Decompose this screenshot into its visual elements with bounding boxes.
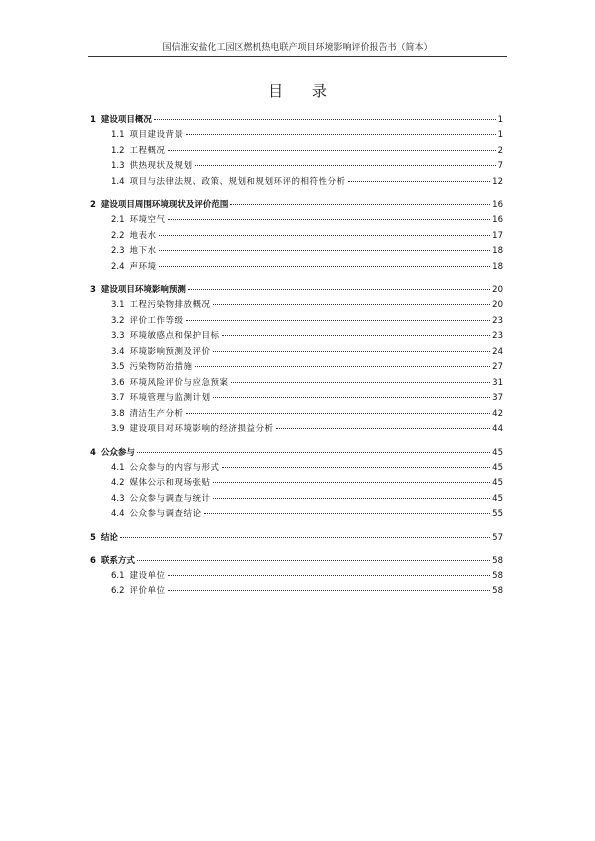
toc-entry-label: 结论 [100,532,118,543]
dot-leader [137,452,490,453]
toc-entry-page: 31 [492,377,503,388]
toc-entry-label: 媒体公示和现场张贴 [129,478,211,488]
toc-chapter-entry[interactable] [90,554,503,569]
toc-entry-page: 16 [492,200,503,210]
dot-leader [168,575,491,576]
dot-leader [159,266,491,267]
dot-leader [213,351,491,352]
toc-section-entry[interactable] [90,314,503,330]
toc-section-entry[interactable] [90,128,503,144]
dot-leader [154,119,496,120]
toc-entry-page: 16 [492,215,503,225]
toc-entry-number: 2 [90,200,96,210]
toc-entry-number: 2.3 [111,246,125,256]
toc-entry-page: 2 [497,145,503,156]
toc-entry-number: 3.7 [111,393,125,403]
dot-leader [213,482,491,483]
dot-leader [213,304,491,305]
toc-entry-label: 公众参与调查与统计 [129,493,211,504]
toc-section-entry[interactable] [90,175,503,191]
toc-entry-label: 污染物防治措施 [129,362,193,372]
toc-entry-page: 37 [492,393,503,403]
dot-leader [348,181,491,182]
toc-section-entry[interactable] [90,461,503,477]
toc-entry-number: 3.8 [111,408,125,419]
toc-entry-number: 5 [90,532,96,543]
toc-entry-label: 声环境 [129,261,157,272]
toc-entry-label: 地表水 [129,230,157,241]
toc-entry-page: 44 [492,424,503,434]
toc-entry-page: 23 [492,331,503,341]
toc-entry-label: 环境风险评价与应急预案 [129,377,229,388]
toc-entry-page: 20 [492,285,503,295]
toc-entry-label: 建设单位 [129,570,166,581]
toc-entry-number: 4 [90,447,96,458]
dot-leader [186,320,491,321]
toc-entry-page: 45 [492,493,503,504]
toc-entry-label: 建设项目周围环境现状及评价范围 [100,200,229,210]
toc-entry-page: 23 [492,315,503,326]
toc-entry-page: 45 [492,447,503,458]
table-of-contents [90,113,503,600]
toc-entry-number: 3.9 [111,424,125,434]
dot-leader [137,560,490,561]
toc-section-entry[interactable] [90,492,503,508]
toc-entry-number: 4.1 [111,462,125,473]
toc-entry-page: 20 [492,300,503,310]
toc-entry-number: 3.4 [111,346,125,357]
toc-entry-page: 1 [497,130,503,140]
toc-entry-label: 环境影响预测及评价 [129,346,211,357]
toc-entry-number: 1.4 [111,176,125,187]
dot-leader [276,428,491,429]
toc-section-entry[interactable] [90,407,503,423]
toc-entry-number: 6.2 [111,586,125,596]
toc-entry-number: 3.6 [111,377,125,388]
toc-section-entry[interactable] [90,213,503,229]
dot-leader [120,537,490,538]
dot-leader [168,150,496,151]
toc-section-entry[interactable] [90,244,503,260]
toc-section-entry[interactable] [90,391,503,407]
toc-entry-number: 2.2 [111,230,125,241]
toc-entry-page: 58 [492,570,503,581]
toc-entry-page: 7 [497,161,503,171]
dot-leader [188,289,490,290]
toc-section-entry[interactable] [90,229,503,245]
dot-leader [230,204,490,205]
toc-entry-page: 18 [492,261,503,272]
toc-section-entry[interactable] [90,376,503,392]
dot-leader [231,382,491,383]
toc-section-entry[interactable] [90,144,503,160]
toc-entry-label: 评价单位 [129,586,166,596]
toc-entry-label: 工程概况 [129,145,166,156]
toc-entry-label: 环境管理与监测计划 [129,393,211,403]
toc-entry-label: 建设项目概况 [100,115,152,125]
toc-entry-number: 6.1 [111,570,125,581]
toc-entry-page: 55 [492,509,503,519]
dot-leader [159,250,491,251]
toc-entry-number: 3.5 [111,362,125,372]
toc-section-entry[interactable] [90,584,503,600]
dot-leader [159,235,491,236]
toc-section-entry[interactable] [90,159,503,175]
dot-leader [195,165,496,166]
toc-entry-label: 地下水 [129,246,157,256]
running-header: 国信淮安盐化工园区燃机热电联产项目环境影响评价报告书（简本） [162,43,433,53]
dot-leader [213,498,491,499]
toc-chapter-entry[interactable] [90,113,503,128]
toc-entry-label: 公众参与的内容与形式 [129,462,220,473]
toc-section-entry[interactable] [90,298,503,314]
toc-entry-number: 2.4 [111,261,125,272]
toc-entry-label: 公众参与 [100,447,135,458]
toc-entry-number: 6 [90,555,96,566]
toc-entry-label: 供热现状及规划 [129,161,193,171]
toc-section-entry[interactable] [90,360,503,376]
toc-entry-page: 58 [492,555,503,566]
toc-entry-page: 45 [492,478,503,488]
toc-entry-label: 项目与法律法规、政策、规划和规划环评的相符性分析 [129,176,346,187]
toc-entry-number: 4.4 [111,509,125,519]
toc-entry-number: 2.1 [111,215,125,225]
toc-chapter-entry[interactable] [90,531,503,546]
toc-chapter-entry[interactable] [90,446,503,461]
toc-entry-number: 3.1 [111,300,125,310]
toc-entry-label: 环境空气 [129,215,166,225]
toc-entry-number: 1.3 [111,161,125,171]
dot-leader [195,366,491,367]
toc-chapter-entry[interactable] [90,198,503,213]
toc-section-entry[interactable] [90,329,503,345]
toc-entry-page: 1 [497,115,503,125]
dot-leader [186,413,491,414]
header-rule [88,56,507,57]
toc-entry-number: 3.3 [111,331,125,341]
toc-section-entry[interactable] [90,345,503,361]
toc-entry-label: 建设项目对环境影响的经济损益分析 [129,424,274,434]
toc-entry-number: 4.2 [111,478,125,488]
toc-section-entry[interactable] [90,260,503,276]
toc-chapter-entry[interactable] [90,283,503,298]
toc-title: 目 录 [268,82,339,100]
toc-entry-label: 项目建设背景 [129,130,184,140]
toc-section-entry[interactable] [90,569,503,585]
toc-entry-label: 工程污染物排放概况 [129,300,211,310]
toc-entry-number: 4.3 [111,493,125,504]
toc-entry-label: 评价工作等级 [129,315,184,326]
toc-entry-page: 58 [492,586,503,596]
toc-section-entry[interactable] [90,476,503,492]
toc-entry-page: 27 [492,362,503,372]
toc-entry-label: 公众参与调查结论 [129,509,202,519]
toc-entry-number: 1 [90,115,96,125]
toc-section-entry[interactable] [90,422,503,438]
toc-entry-number: 1.2 [111,145,125,156]
toc-entry-label: 联系方式 [100,555,135,566]
toc-entry-page: 24 [492,346,503,357]
dot-leader [222,335,491,336]
toc-section-entry[interactable] [90,507,503,523]
toc-entry-page: 57 [492,532,503,543]
toc-entry-number: 3 [90,285,96,295]
toc-entry-number: 1.1 [111,130,125,140]
toc-entry-page: 17 [492,230,503,241]
toc-entry-page: 45 [492,462,503,473]
dot-leader [168,590,491,591]
toc-entry-label: 环境敏感点和保护目标 [129,331,220,341]
toc-entry-page: 12 [492,176,503,187]
dot-leader [222,467,491,468]
toc-entry-label: 清洁生产分析 [129,408,184,419]
dot-leader [186,134,496,135]
toc-entry-label: 建设项目环境影响预测 [100,285,186,295]
dot-leader [213,397,491,398]
dot-leader [168,219,491,220]
toc-entry-number: 3.2 [111,315,125,326]
toc-entry-page: 42 [492,408,503,419]
dot-leader [204,513,491,514]
toc-entry-page: 18 [492,246,503,256]
